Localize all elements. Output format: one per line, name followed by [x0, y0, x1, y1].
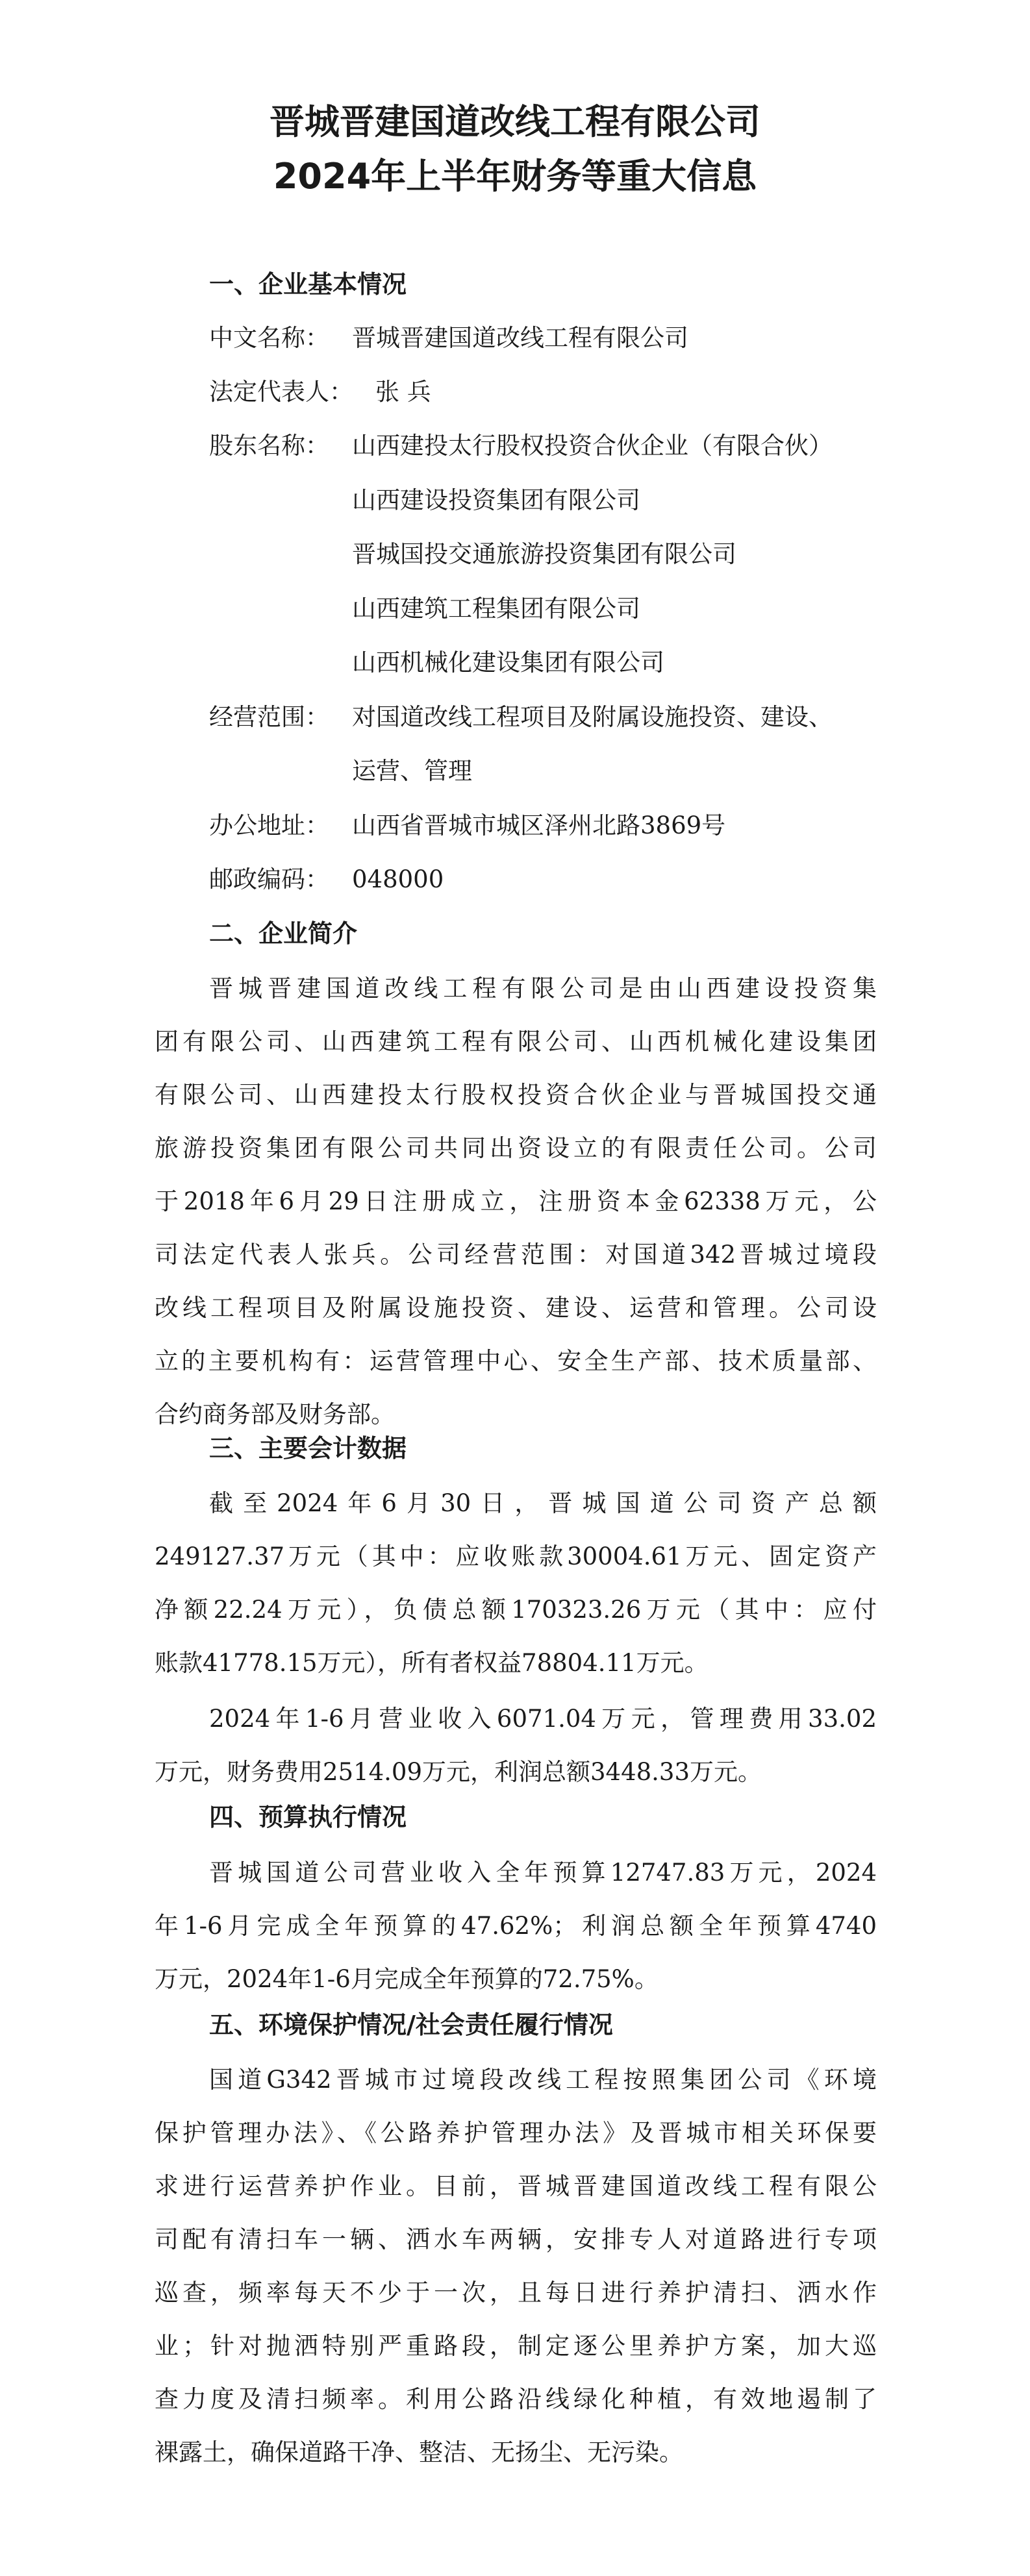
postal-code-value: 048000: [352, 865, 444, 893]
document-title-line-2: 2024年上半年财务等重大信息: [273, 156, 757, 197]
paragraph-line: 司法定代表人张兵。公司经营范围：对国道342晋城过境段: [155, 1241, 877, 1269]
paragraph-line: 晋城晋建国道改线工程有限公司是由山西建设投资集: [209, 974, 877, 1002]
paragraph-line: 于2018年6月29日注册成立，注册资本金62338万元，公: [155, 1187, 877, 1215]
shareholder-item: 晋城国投交通旅游投资集团有限公司: [352, 540, 736, 568]
paragraph-line: 万元，财务费用2514.09万元，利润总额3448.33万元。: [155, 1758, 762, 1786]
section-5-heading: 五、环境保护情况/社会责任履行情况: [209, 2011, 613, 2039]
shareholders-label: 股东名称：: [209, 432, 329, 460]
document-title-line-1: 晋城晋建国道改线工程有限公司: [270, 101, 760, 142]
paragraph-line: 求进行运营养护作业。目前，晋城晋建国道改线工程有限公: [155, 2172, 877, 2200]
paragraph-line: 2024年1-6月营业收入6071.04万元，管理费用33.02: [209, 1705, 877, 1733]
company-intro-paragraph: [155, 962, 877, 1441]
chinese-name-value: 晋城晋建国道改线工程有限公司: [352, 324, 688, 352]
section-4-heading: 四、预算执行情况: [209, 1803, 407, 1831]
paragraph-line: 立的主要机构有：运营管理中心、安全生产部、技术质量部、: [155, 1347, 877, 1375]
legal-rep-label: 法定代表人：: [209, 378, 353, 406]
section-2-heading: 二、企业简介: [209, 919, 358, 948]
business-scope-label: 经营范围：: [209, 703, 329, 731]
environmental-protection-paragraph: [155, 2053, 877, 2479]
section-1-heading: 一、企业基本情况: [209, 270, 407, 299]
paragraph-line: 有限公司、山西建投太行股权投资合伙企业与晋城国投交通: [155, 1081, 877, 1109]
paragraph-line: 保护管理办法》、《公路养护管理办法》及晋城市相关环保要: [155, 2119, 877, 2147]
office-address-value: 山西省晋城市城区泽州北路3869号: [352, 811, 726, 839]
paragraph-line: 业；针对抛洒特别严重路段，制定逐公里养护方案，加大巡: [155, 2332, 877, 2360]
shareholder-item: 山西建设投资集团有限公司: [352, 486, 640, 514]
paragraph-line: 巡查，频率每天不少于一次，且每日进行养护清扫、洒水作: [155, 2279, 877, 2307]
accounting-data-paragraph-2: [155, 1692, 877, 1799]
paragraph-line: 国道G342晋城市过境段改线工程按照集团公司《环境: [209, 2066, 877, 2094]
shareholder-item: 山西机械化建设集团有限公司: [352, 649, 664, 676]
paragraph-line: 年1-6月完成全年预算的47.62%；利润总额全年预算4740: [155, 1912, 877, 1940]
paragraph-line: 裸露土，确保道路干净、整洁、无扬尘、无污染。: [155, 2438, 683, 2466]
shareholder-item: 山西建筑工程集团有限公司: [352, 595, 640, 623]
accounting-data-paragraph-1: [155, 1477, 877, 1690]
paragraph-line: 团有限公司、山西建筑工程有限公司、山西机械化建设集团: [155, 1028, 877, 1056]
legal-rep-value: 张 兵: [375, 378, 431, 406]
paragraph-line: 截至2024年6月30日，晋城国道公司资产总额: [209, 1489, 877, 1517]
paragraph-line: 晋城国道公司营业收入全年预算12747.83万元，2024: [209, 1859, 877, 1887]
section-3-heading: 三、主要会计数据: [209, 1434, 407, 1463]
paragraph-line: 旅游投资集团有限公司共同出资设立的有限责任公司。公司: [155, 1134, 877, 1162]
postal-code-label: 邮政编码：: [209, 865, 329, 893]
shareholder-item: 山西建投太行股权投资合伙企业（有限合伙）: [352, 432, 833, 460]
paragraph-line: 249127.37万元（其中：应收账款30004.61万元、固定资产: [155, 1542, 877, 1570]
business-scope-line: 对国道改线工程项目及附属设施投资、建设、: [352, 703, 833, 731]
business-scope-line: 运营、管理: [352, 757, 472, 785]
budget-execution-paragraph: [155, 1846, 877, 2006]
paragraph-line: 合约商务部及财务部。: [155, 1400, 395, 1428]
paragraph-line: 改线工程项目及附属设施投资、建设、运营和管理。公司设: [155, 1294, 877, 1322]
paragraph-line: 查力度及清扫频率。利用公路沿线绿化种植，有效地遏制了: [155, 2385, 877, 2413]
paragraph-line: 司配有清扫车一辆、洒水车两辆，安排专人对道路进行专项: [155, 2225, 877, 2253]
office-address-label: 办公地址：: [209, 811, 329, 839]
chinese-name-label: 中文名称：: [209, 324, 329, 352]
paragraph-line: 净额22.24万元），负债总额170323.26万元（其中：应付: [155, 1596, 877, 1624]
paragraph-line: 万元，2024年1-6月完成全年预算的72.75%。: [155, 1965, 659, 1993]
paragraph-line: 账款41778.15万元），所有者权益78804.11万元。: [155, 1649, 709, 1677]
